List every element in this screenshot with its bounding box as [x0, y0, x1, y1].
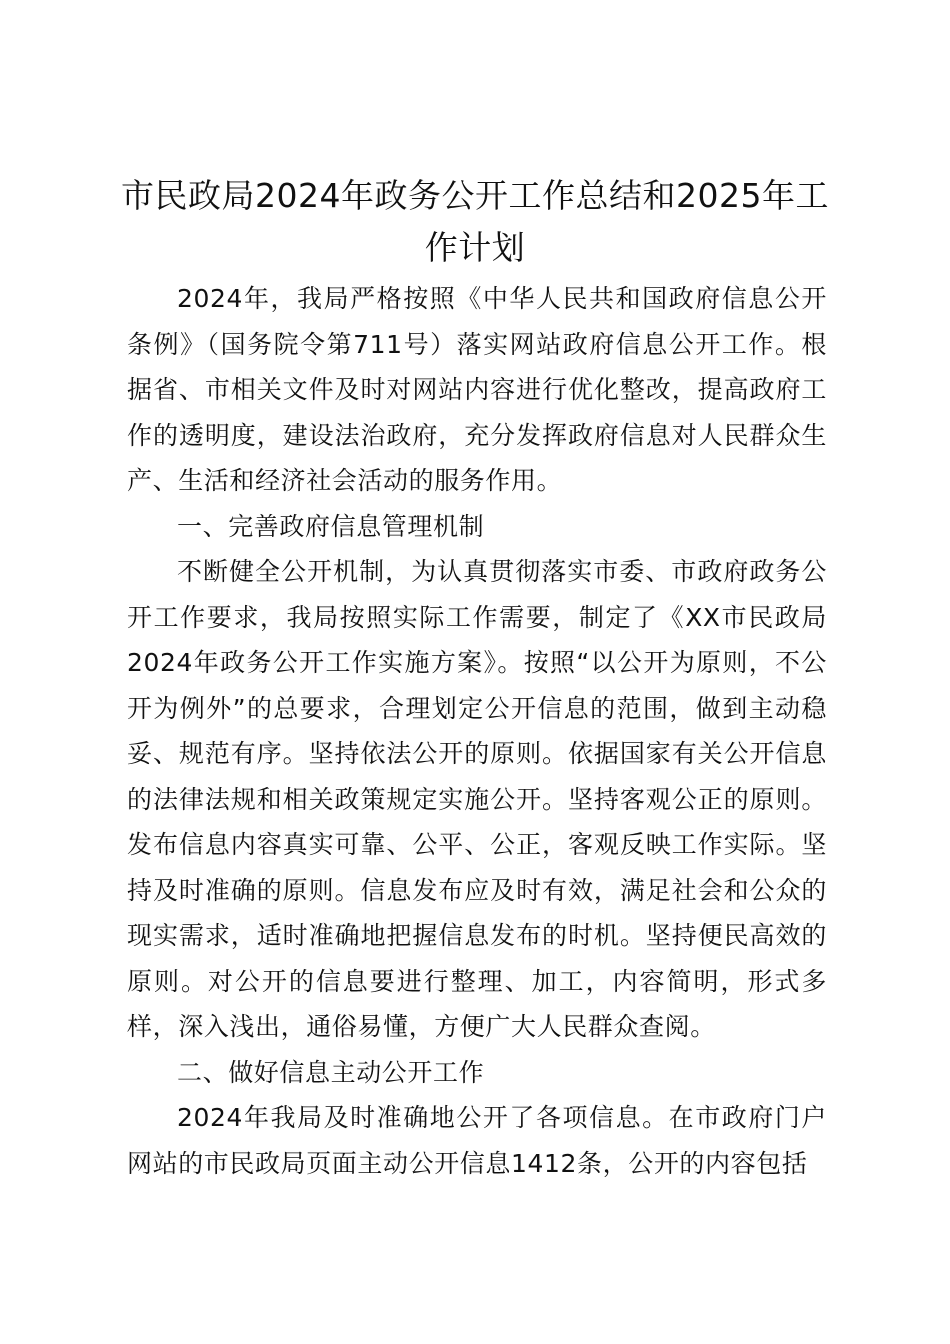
section-heading-1: 一、完善政府信息管理机制	[177, 511, 485, 541]
intro-paragraph: 2024年，我局严格按照《中华人民共和国政府信息公开条例》（国务院令第711号）落实网站政府信息公开工作。根据省、市相关文件及时对网站内容进行优化整改，提高政府工作的透明度，建设法治政府，充分发挥政府信息对人民群众生产、生活和经济社会活动的服务作用。	[127, 284, 827, 495]
section-1-paragraph: 不断健全公开机制，为认真贯彻落实市委、市政府政务公开工作要求，我局按照实际工作需要，制定了《XX市民政局2024年政务公开工作实施方案》。按照“以公开为原则，不公开为例外”的总要求，合理划定公开信息的范围，做到主动稳妥、规范有序。坚持依法公开的原则。依据国家有关公开信息的法律法规和相关政策规定实施公开。坚持客观公正的原则。发布信息内容真实可靠、公平、公正，客观反映工作实际。坚持及时准确的原则。信息发布应及时有效，满足社会和公众的现实需求，适时准确地把握信息发布的时机。坚持便民高效的原则。对公开的信息要进行整理、加工，内容简明，形式多样，深入浅出，通俗易懂，方便广大人民群众查阅。	[127, 557, 827, 1041]
section-2-paragraph: 2024年我局及时准确地公开了各项信息。在市政府门户网站的市民政局页面主动公开信息1412条，公开的内容包括	[127, 1103, 827, 1178]
document-title: 市民政局2024年政务公开工作总结和2025年工作计划	[121, 176, 829, 267]
document-body	[127, 276, 827, 1186]
section-heading-2: 二、做好信息主动公开工作	[177, 1057, 485, 1087]
